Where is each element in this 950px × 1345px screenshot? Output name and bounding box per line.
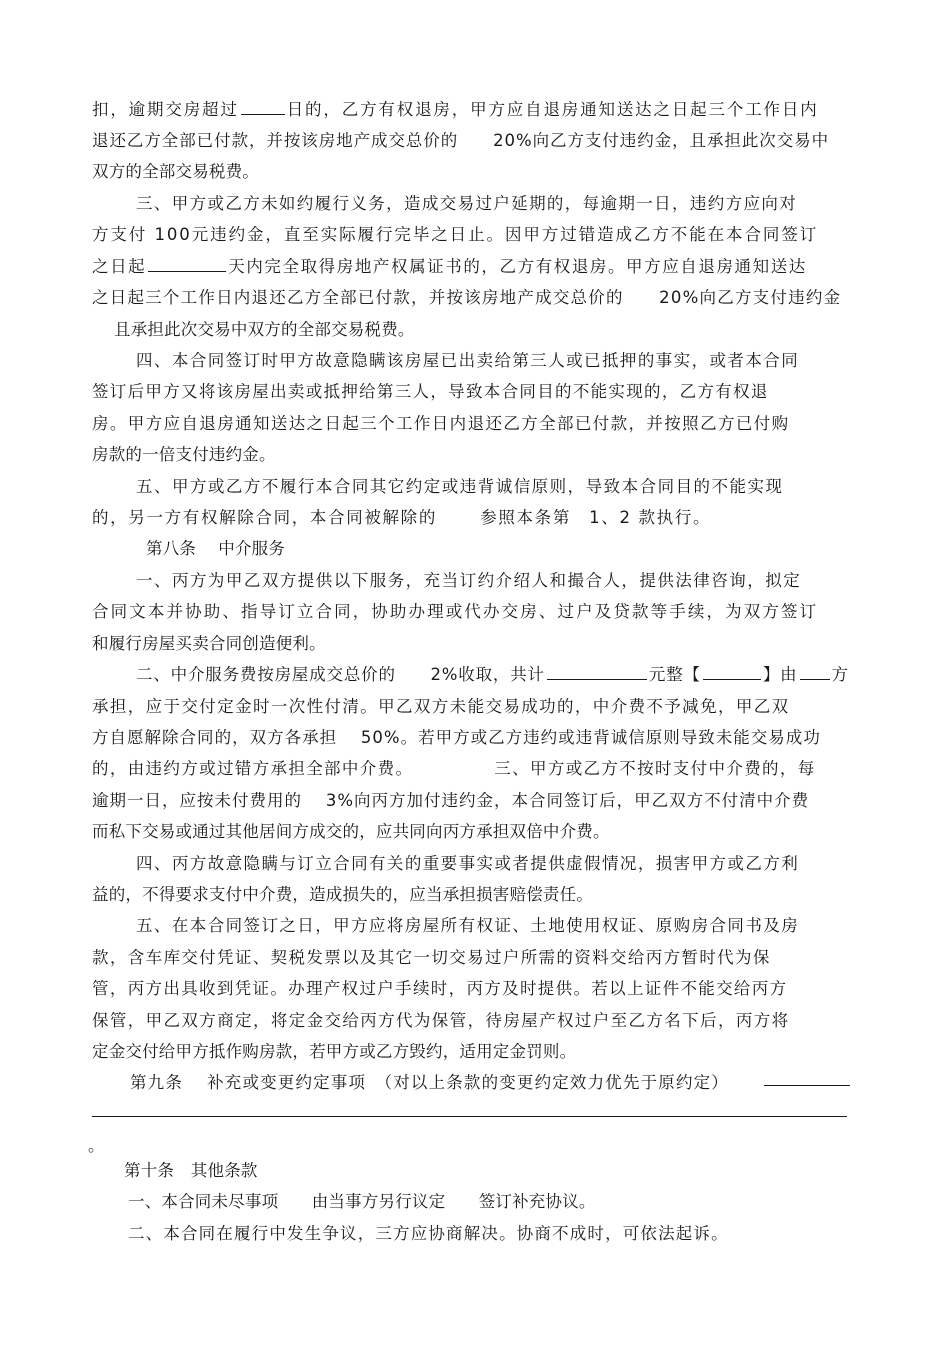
text-line: 扣，逾期交房超过 日的，乙方有权退房，甲方应自退房通知送达之日起三个工作日内: [92, 100, 819, 119]
text-line: 且承担此次交易中双方的全部交易税费。: [114, 320, 415, 339]
text-line: 二、本合同在履行中发生争议，三方应协商解决。协商不成时，可依法起诉。: [128, 1224, 729, 1243]
blank-field: [800, 664, 830, 680]
text-line: 合同文本并协助、指导订立合同，协助办理或代办交房、过户及贷款等手续，为双方签订: [92, 602, 819, 621]
text-line: 。: [88, 1136, 105, 1155]
text-line: 一、本合同未尽事项 由当事方另行议定 签订补充协议。: [128, 1192, 596, 1211]
text-line: 三、甲方或乙方未如约履行义务，造成交易过户延期的，每逾期一日，违约方应向对: [136, 194, 798, 213]
text-line: 四、本合同签订时甲方故意隐瞒该房屋已出卖给第三人或已抵押的事实，或者本合同: [136, 351, 800, 370]
text-line: 房款的一倍支付违约金。: [92, 445, 276, 464]
text-line: 五、甲方或乙方不履行本合同其它约定或违背诚信原则，导致本合同目的不能实现: [136, 477, 784, 496]
text-line: 二、中介服务费按房屋成交总价的 2%收取，共计 元整【 】由 方: [136, 665, 849, 684]
text-line: 益的，不得要求支付中介费，造成损失的，应当承担损害赔偿责任。: [92, 885, 593, 904]
text-line: 四、丙方故意隐瞒与订立合同有关的重要事实或者提供虚假情况，损害甲方或乙方利: [136, 854, 800, 873]
text-line: 保管，甲乙双方商定，将定金交给丙方代为保管，待房屋产权过户至乙方名下后，丙方将: [92, 1011, 790, 1030]
text-line: 和履行房屋买卖合同创造便利。: [92, 634, 326, 653]
text-line: 定金交付给甲方抵作购房款，若甲方或乙方毁约，适用定金罚则。: [92, 1042, 577, 1061]
text-line: 方支付 100元违约金，直至实际履行完毕之日止。因甲方过错造成乙方不能在本合同签订: [92, 225, 819, 244]
text-line: 逾期一日，应按未付费用的 3%向丙方加付违约金，本合同签订后，甲乙双方不付清中介费: [92, 791, 810, 810]
text-line: 退还乙方全部已付款，并按该房地产成交总价的 20%向乙方支付违约金，且承担此次交易中: [92, 131, 830, 150]
blank-line: [92, 1116, 847, 1117]
article-heading: 第九条 补充或变更约定事项 （对以上条款的变更约定效力优先于原约定）: [130, 1073, 729, 1092]
text-line: 方自愿解除合同的，双方各承担 50%。若甲方或乙方违约或违背诚信原则导致未能交易成功: [92, 728, 821, 747]
blank-field: [703, 664, 761, 680]
blank-field: [241, 99, 285, 115]
text-line: 房。甲方应自退房通知送达之日起三个工作日内退还乙方全部已付款，并按照乙方已付购: [92, 414, 790, 433]
text-line: 的，另一方有权解除合同，本合同被解除的 参照本条第 1、2 款执行。: [92, 508, 712, 527]
text-line: 五、在本合同签订之日，甲方应将房屋所有权证、土地使用权证、原购房合同书及房: [136, 916, 800, 935]
blank-field: [148, 256, 226, 272]
text-line: 承担，应于交付定金时一次性付清。甲乙双方未能交易成功的，中介费不予减免，甲乙双: [92, 697, 790, 716]
text-line: 一、丙方为甲乙双方提供以下服务，充当订约介绍人和撮合人，提供法律咨询，拟定: [136, 571, 802, 590]
text-line: 之日起 天内完全取得房地产权属证书的，乙方有权退房。甲方应自退房通知送达: [92, 257, 807, 276]
text-line: 的，由违约方或过错方承担全部中介费。 三、甲方或乙方不按时支付中介费的，每: [92, 759, 816, 778]
blank-field: [547, 664, 647, 680]
article-heading: 第八条 中介服务: [146, 539, 286, 558]
blank-field: [764, 1085, 850, 1086]
text-line: 之日起三个工作日内退还乙方全部已付款，并按该房地产成交总价的 20%向乙方支付违约金: [92, 288, 842, 307]
text-line: 管，丙方出具收到凭证。办理产权过户手续时，丙方及时提供。若以上证件不能交给丙方: [92, 979, 788, 998]
text-line: 签订后甲方又将该房屋出卖或抵押给第三人，导致本合同目的不能实现的，乙方有权退: [92, 382, 769, 401]
article-heading: 第十条 其他条款: [124, 1161, 258, 1180]
text-line: 而私下交易或通过其他居间方成交的，应共同向丙方承担双倍中介费。: [92, 822, 610, 841]
text-line: 双方的全部交易税费。: [92, 162, 259, 181]
text-line: 款，含车库交付凭证、契税发票以及其它一切交易过户所需的资料交给丙方暂时代为保: [92, 948, 771, 967]
